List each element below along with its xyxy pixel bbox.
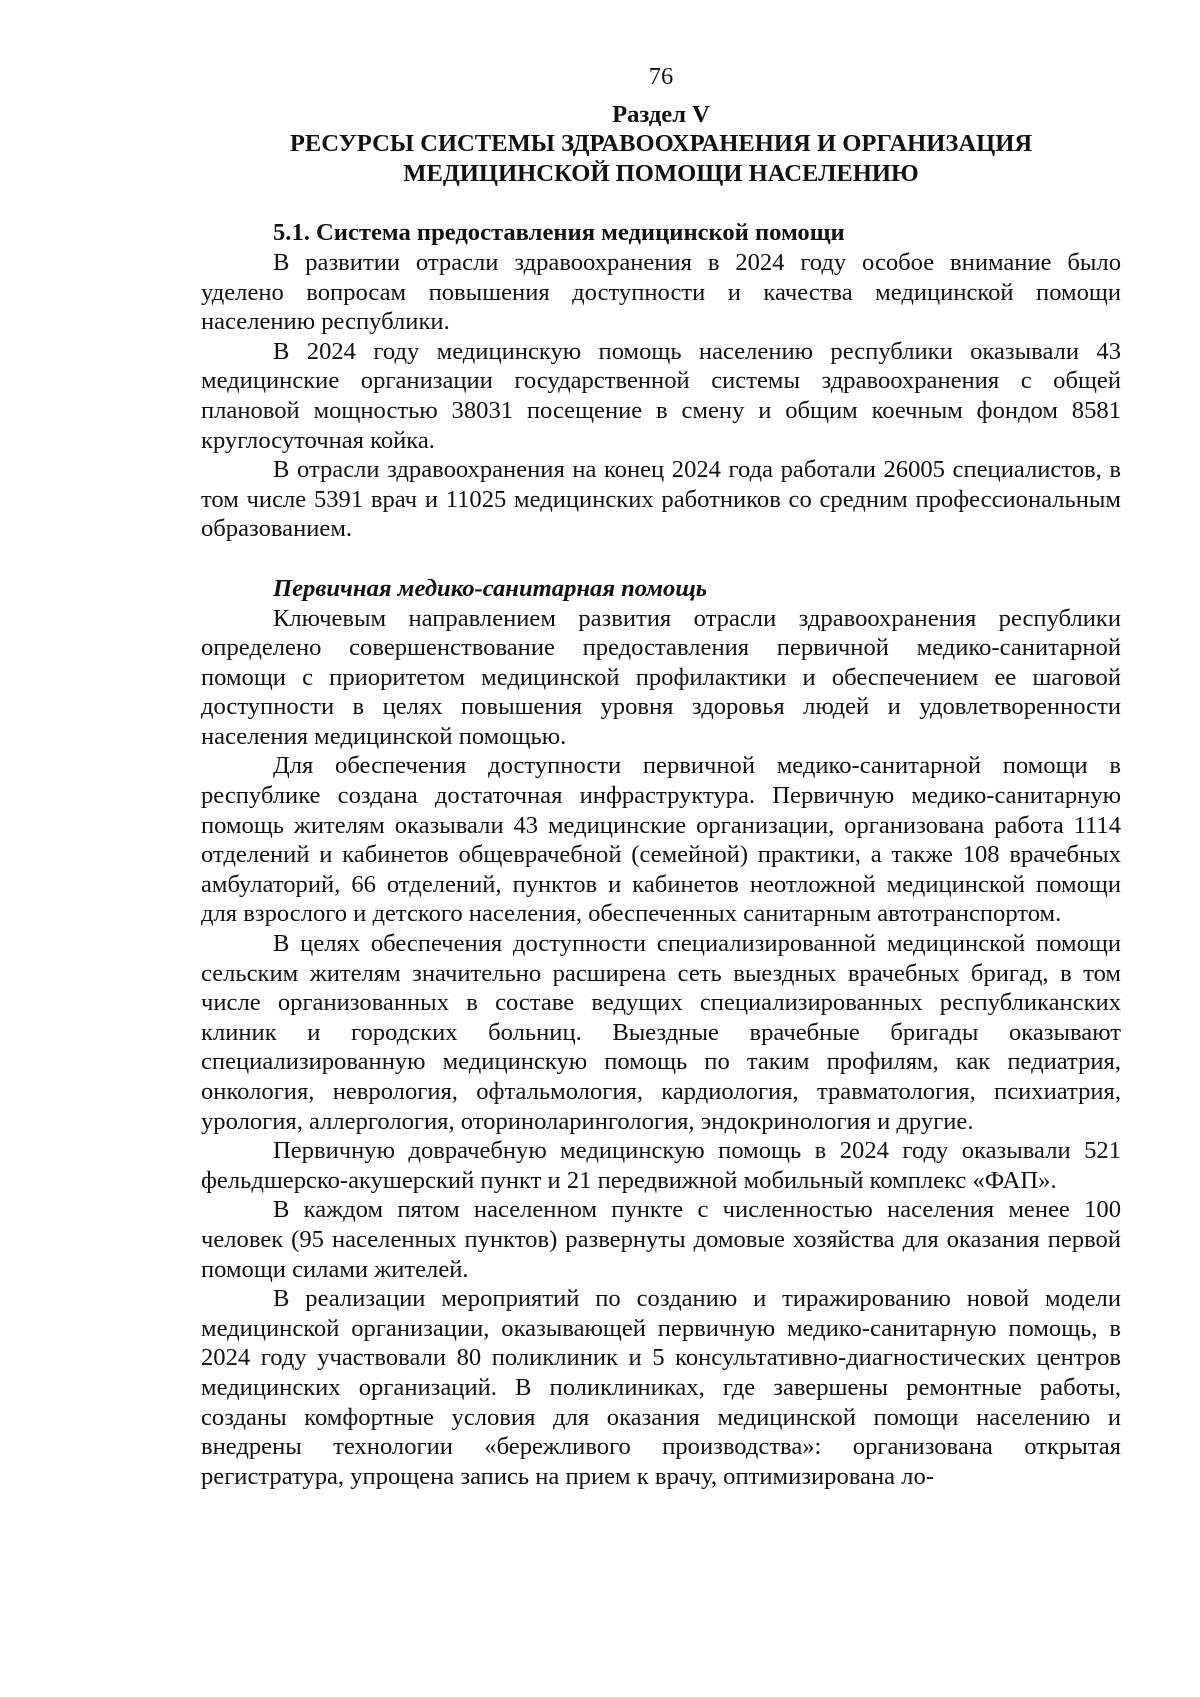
primary-care-heading: Первичная медико-санитарная помощь [273, 574, 708, 602]
paragraph: Для обеспечения доступности первичной медико-санитарной помощи в республике создана достаточная инфраструктура. Первичную медико-санитарную помощь жителям оказывали 43 медицинские организации, организована работа 1114 отделений и кабинетов общеврачебной (семейной) практики, а также 108 врачебных амбулаторий, 66 отделений, пунктов и кабинетов неотложной медицинской помощи для взрослого и детского населения, обеспеченных санитарным автотранспортом. [201, 752, 1121, 928]
paragraph: В каждом пятом населенном пункте с численностью населения менее 100 человек (95 населенных пунктов) развернуты домовые хозяйства для оказания первой помощи силами жителей. [201, 1196, 1121, 1283]
paragraph: В целях обеспечения доступности специализированной медицинской помощи сельским жителям значительно расширена сеть выездных врачебных бригад, в том числе организованных в составе ведущих специализированных республиканских клиник и городских больниц. Выездные врачебные бригады оказывают специализированную медицинскую помощь по таким профилям, как педиатрия, онкология, неврология, офтальмология, кардиология, травматология, психиатрия, урология, аллергология, оториноларингология, эндокринология и другие. [201, 930, 1121, 1135]
section-title-line-2: МЕДИЦИНСКОЙ ПОМОЩИ НАСЕЛЕНИЮ [403, 159, 919, 187]
section-label: Раздел V [612, 100, 710, 128]
paragraph: В отрасли здравоохранения на конец 2024 года работали 26005 специалистов, в том числе 5391 врач и 11025 медицинских работников со средним профессиональным образованием. [201, 456, 1121, 543]
section-title-line-1: РЕСУРСЫ СИСТЕМЫ ЗДРАВООХРАНЕНИЯ И ОРГАНИЗАЦИЯ [289, 130, 1033, 158]
paragraph: Первичную доврачебную медицинскую помощь в 2024 году оказывали 521 фельдшерско-акушерский пункт и 21 передвижной мобильный комплекс «ФАП». [201, 1137, 1121, 1194]
primary-care-section [201, 604, 1121, 1492]
paragraph: Ключевым направлением развития отрасли здравоохранения республики определено совершенствование предоставления первичной медико-санитарной помощи с приоритетом медицинской профилактики и обеспечением ее шаговой доступности в целях повышения уровня здоровья людей и удовлетворенности населения медицинской помощью. [201, 604, 1121, 750]
intro-section [201, 248, 1121, 544]
subsection-heading: 5.1. Система предоставления медицинской помощи [273, 219, 845, 247]
paragraph: В реализации мероприятий по созданию и тиражированию новой модели медицинской организации, оказывающей первичную медико-санитарную помощь, в 2024 году участвовали 80 поликлиник и 5 консультативно-диагностических центров медицинских организаций. В поликлиниках, где завершены ремонтные работы, созданы комфортные условия для оказания медицинской помощи населению и внедрены технологии «бережливого производства»: организована открытая регистратура, упрощена запись на прием к врачу, оптимизирована ло- [201, 1285, 1121, 1490]
paragraph: В развитии отрасли здравоохранения в 2024 году особое внимание было уделено вопросам повышения доступности и качества медицинской помощи населению республики. [201, 248, 1121, 336]
page-number: 76 [648, 63, 674, 90]
section-title [201, 129, 1121, 188]
document-page [201, 62, 1121, 1491]
paragraph: В 2024 году медицинскую помощь населению республики оказывали 43 медицинские организации государственной системы здравоохранения с общей плановой мощностью 38031 посещение в смену и общим коечным фондом 8581 круглосуточная койка. [201, 337, 1121, 454]
